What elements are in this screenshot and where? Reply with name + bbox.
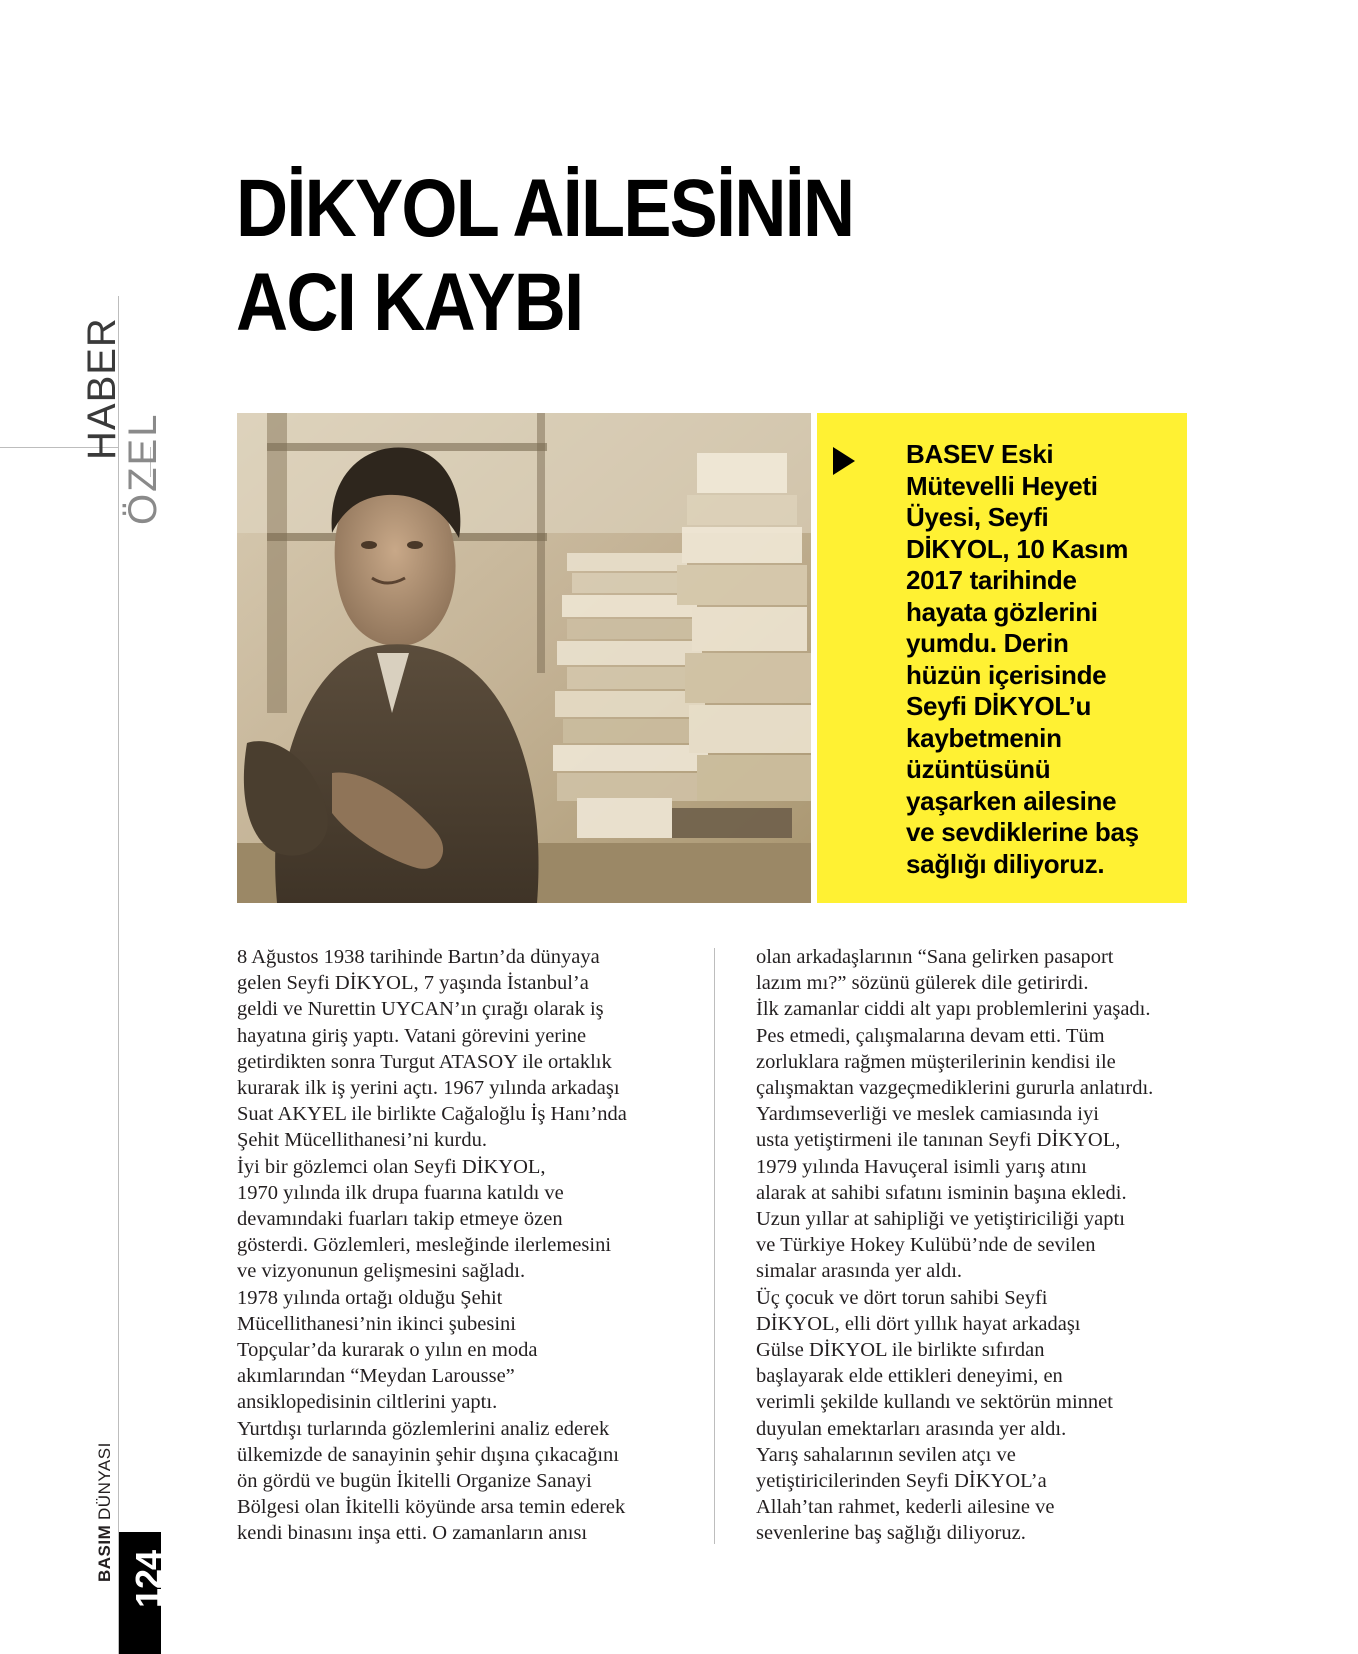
magazine-name — [95, 1442, 115, 1582]
headline-line-2: ACI KAYBI — [236, 257, 583, 348]
section-kicker: ÖZEL — [121, 412, 165, 525]
portrait-photo — [237, 413, 811, 903]
article-body-column-right: olan arkadaşlarının “Sana gelirken pasaport lazım mı?” sözünü gülerek dile getirirdi. İlk zamanlar ciddi alt yapı problemlerini yaşadı. Pes etmedi, çalışmalarına devam etti. Tüm zorluklara rağmen müşterilerinin kendisi ile çalışmaktan vazgeçmediklerini gururla anlatırdı. Yardımseverliği ve meslek camiasında iyi usta yetiştirmeni ile tanınan Seyfi DİKYOL, 1979 yılında Havuçeral isimli yarış atını alarak at sahibi sıfatını isminin başına ekledi. Uzun yıllar at sahipliği ve yetiştiriciliği yaptı ve Türkiye Hokey Kulübü’nde de sevilen simalar arasında yer aldı. Üç çocuk ve dört torun sahibi Seyfi DİKYOL, elli dört yıllık hayat arkadaşı Gülse DİKYOL ile birlikte sıfırdan başlayarak elde ettikleri deneyimi, en verimli şekilde kullandı ve sektörün minnet duyulan emektarları arasında yer aldı. Yarış sahalarının sevilen atçı ve yetiştiricilerinden Seyfi DİKYOL’a Allah’tan rahmet, kederli ailesine ve sevenlerine baş sağlığı diliyoruz. — [756, 946, 1154, 1545]
article-body-column-left: 8 Ağustos 1938 tarihinde Bartın’da dünyaya gelen Seyfi DİKYOL, 7 yaşında İstanbul’a geldi ve Nurettin UYCAN’ın çırağı olarak iş hayatına giriş yaptı. Vatani görevini yerine getirdikten sonra Turgut ATASOY ile ortaklık kurarak ilk iş yerini açtı. 1967 yılında arkadaşı Suat AKYEL ile birlikte Cağaloğlu İş Hanı’nda Şehit Mücellithanesi’ni kurdu. İyi bir gözlemci olan Seyfi DİKYOL, 1970 yılında ilk drupa fuarına katıldı ve devamındaki fuarları takip etmeye özen gösterdi. Gözlemleri, mesleğinde ilerlemesini ve vizyonunun gelişmesini sağladı. 1978 yılında ortağı olduğu Şehit Mücellithanesi’nin ikinci şubesini Topçular’da kurarak o yılın en moda akımlarından “Meydan Larousse” ansiklopedisinin ciltlerini yaptı. Yurtdışı turlarında gözlemlerini analiz ederek ülkemizde de sanayinin şehir dışına çıkacağını ön gördü ve bugün İkitelli Organize Sanayi Bölgesi olan İkitelli köyünde arsa temin ederek kendi binasını inşa etti. O zamanların anısı — [237, 946, 627, 1545]
magazine-name-light: DÜNYASI — [95, 1442, 114, 1520]
page-number: 124 — [128, 1550, 169, 1608]
callout-arrow-icon — [833, 447, 855, 475]
article-headline — [236, 162, 853, 350]
section-label: HABER — [80, 317, 124, 460]
callout-box — [817, 413, 1187, 903]
callout-text: BASEV Eski Mütevelli Heyeti Üyesi, Seyfi DİKYOL, 10 Kasım 2017 tarihinde hayata gözlerini yumdu. Derin hüzün içerisinde Seyfi DİKYOL’u kaybetmenin üzüntüsünü yaşarken ailesine ve sevdiklerine baş sağlığı diliyoruz. — [906, 439, 1139, 879]
left-margin-rule — [118, 296, 119, 1654]
headline-line-1: DİKYOL AİLESİNİN — [236, 163, 854, 254]
portrait-photo-illustration — [237, 413, 811, 903]
magazine-name-bold: BASIM — [95, 1524, 114, 1582]
column-divider — [714, 948, 715, 1544]
